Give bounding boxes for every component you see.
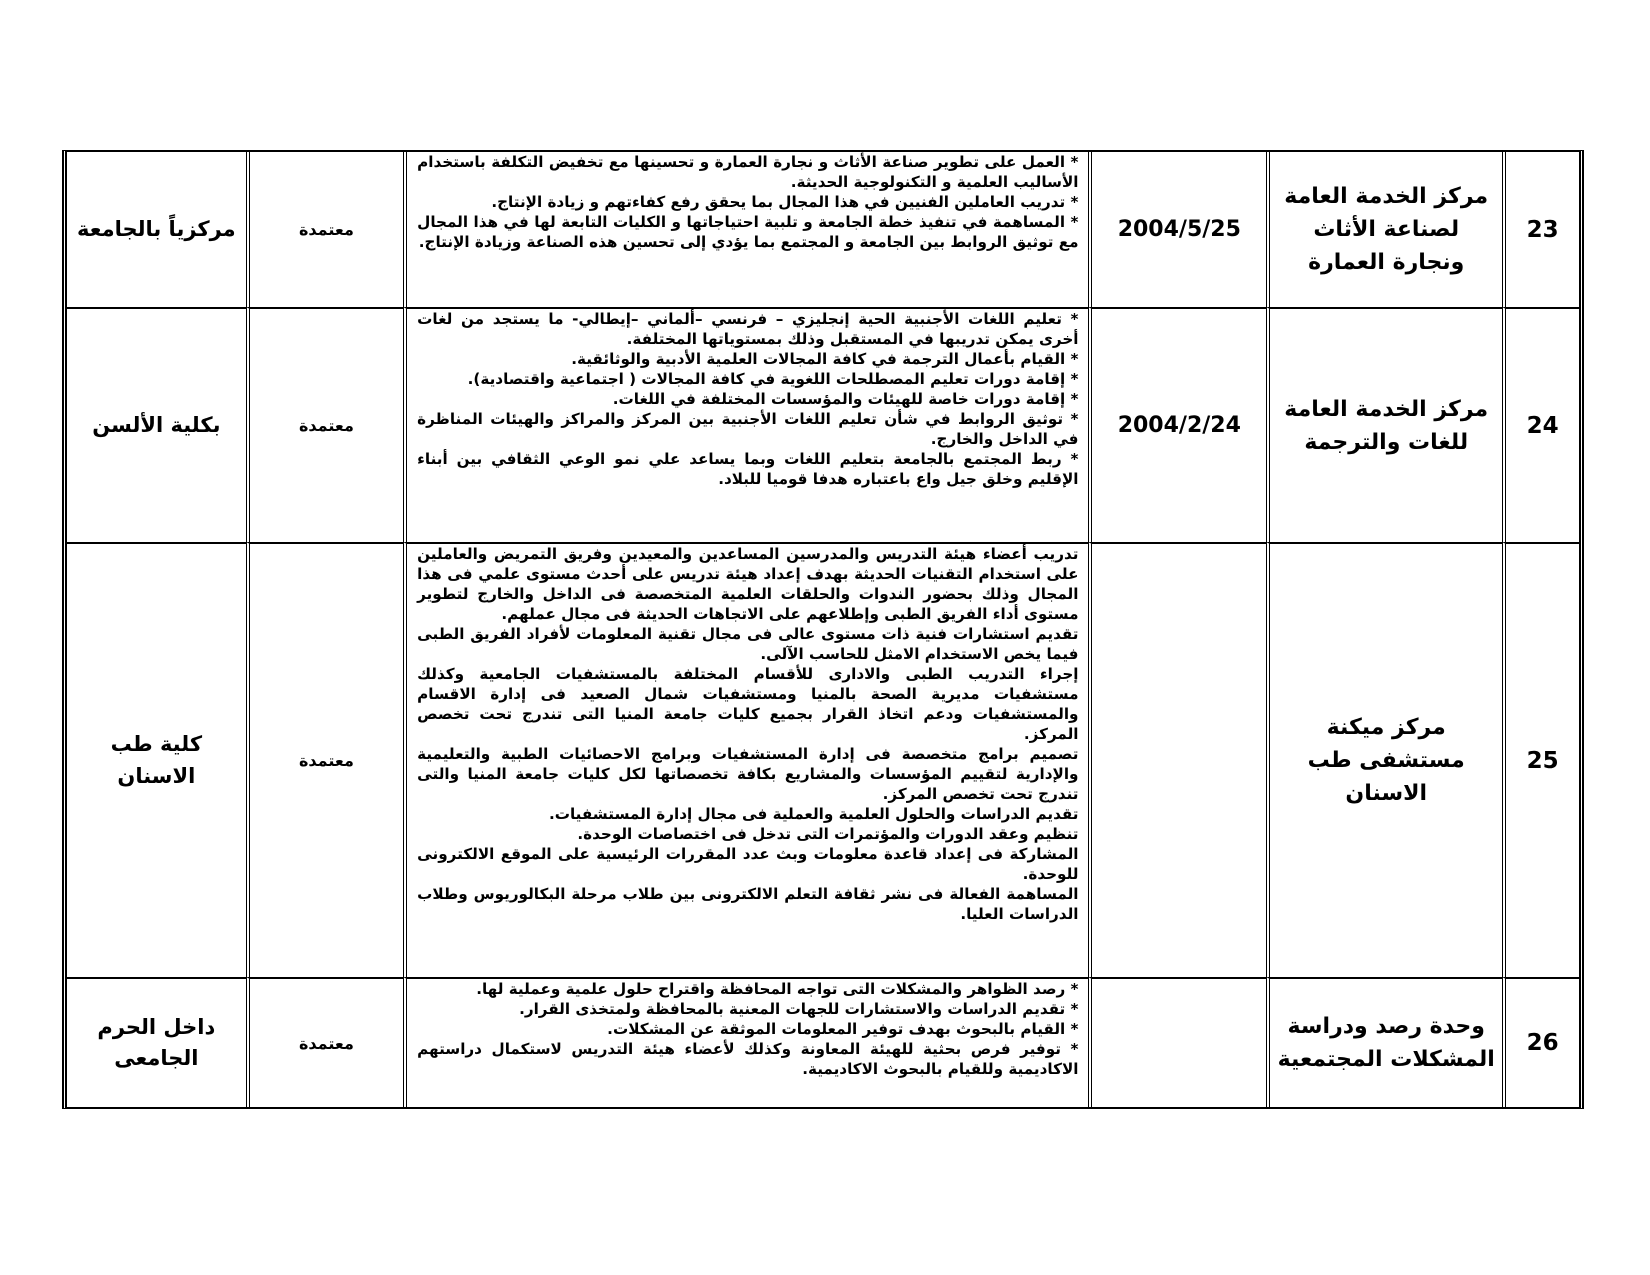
goal-item: * المساهمة في تنفيذ خطة الجامعة و تلبية احتياجاتها و الكليات التابعة لها في هذا المجال مع توثيق الروابط بين الجامعة و المجتمع بما يؤدي إلى تحسين هذه الصناعة وزيادة الإنتاج.: [417, 213, 1079, 251]
approval-status: معتمدة: [246, 977, 403, 1107]
center-name: مركز ميكنة مستشفى طب الاسنان: [1266, 542, 1502, 977]
goal-item: * تدريب العاملين الفنيين في هذا المجال بما يحقق رفع كفاءتهم و زيادة الإنتاج.: [491, 193, 1079, 211]
goal-item: المشاركة فى إعداد قاعدة معلومات وبث عدد المقررات الرئيسية على الموقع الالكترونى للوحدة.: [417, 845, 1079, 883]
goal-item: تدريب أعضاء هيئة التدريس والمدرسين المساعدين والمعيدين وفريق التمريض والعاملين على استخدام التقنيات الحديثة بهدف إعداد هيئة تدريس على أحدث مستوى علمي فى هذا المجال وذلك بحضور الندوات والحلقات العلمية المتخصصة فى الداخل والخارج لتطوير مستوى أداء الفريق الطبى وإطلاعهم على الاتجاهات الحديثة فى مجال عملهم.: [417, 545, 1079, 623]
goal-item: * العمل على تطوير صناعة الأثاث و نجارة العمارة و تحسينها مع تخفيض التكلفة باستخدام الأساليب العلمية و التكنولوجية الحديثة.: [417, 153, 1079, 191]
table-row: [67, 307, 1579, 542]
row-number: 24: [1502, 307, 1579, 542]
goal-item: تقديم الدراسات والحلول العلمية والعملية فى مجال إدارة المستشفيات.: [548, 805, 1079, 823]
goal-item: تقديم استشارات فنية ذات مستوى عالى فى مجال تقنية المعلومات لأفراد الفريق الطبى فيما يخص الاستخدام الامثل للحاسب الآلى.: [417, 625, 1079, 663]
goal-item: إجراء التدريب الطبى والادارى للأقسام المختلفة بالمستشفيات الجامعية وكذلك مستشفيات مديرية الصحة بالمنيا ومستشفيات شمال الصعيد فى إدارة الاقسام والمستشفيات ودعم اتخاذ القرار بجميع كليات جامعة المنيا التى تندرج تحت تخصص المركز.: [417, 665, 1079, 743]
center-location: مركزياً بالجامعة: [76, 216, 236, 241]
approval-date: 2004/2/24: [1088, 307, 1266, 542]
center-name: مركز الخدمة العامة لصناعة الأثاث ونجارة العمارة: [1266, 152, 1502, 307]
center-location: بكلية الألسن: [67, 307, 246, 542]
center-goals: [403, 977, 1088, 1107]
goal-item: * توثيق الروابط في شأن تعليم اللغات الأجنبية بين المركز والمراكز والهيئات المناظرة في الداخل والخارج.: [417, 410, 1079, 448]
goal-item: * توفير فرص بحثية للهيئة المعاونة وكذلك لأعضاء هيئة التدريس لاستكمال دراستهم الاكاديمية وللقيام بالبحوث الاكاديمية.: [417, 1040, 1079, 1078]
approval-status: معتمدة: [246, 307, 403, 542]
approval-date: 2004/5/25: [1088, 152, 1266, 307]
goal-item: * رصد الظواهر والمشكلات التى تواجه المحافظة واقتراح حلول علمية وعملية لها.: [476, 980, 1079, 998]
center-goals: [403, 152, 1088, 307]
center-name: وحدة رصد ودراسة المشكلات المجتمعية: [1266, 977, 1502, 1107]
goal-item: * إقامة دورات خاصة للهيئات والمؤسسات المختلفة في اللغات.: [612, 390, 1079, 408]
goal-item: * إقامة دورات تعليم المصطلحات اللغوية في كافة المجالات ( اجتماعية واقتصادية).: [467, 370, 1079, 388]
goal-item: * تقديم الدراسات والاستشارات للجهات المعنية بالمحافظة ولمتخذى القرار.: [519, 1000, 1079, 1018]
table-row: [67, 977, 1579, 1107]
row-number: 23: [1502, 152, 1579, 307]
table-row: [67, 152, 1579, 307]
row-number: 26: [1502, 977, 1579, 1107]
goal-item: تصميم برامج متخصصة فى إدارة المستشفيات وبرامج الاحصائيات الطبية والتعليمية والإدارية لتقييم المؤسسات والمشاريع بكافة تخصصاتها لكل كليات جامعة المنيا والتى تندرج تحت تخصص المركز.: [417, 745, 1079, 803]
approval-date: [1088, 542, 1266, 977]
goal-item: * تعليم اللغات الأجنبية الحية إنجليزي – فرنسي –ألماني –إيطالي- ما يستجد من لغات أخرى يمكن تدريبها في المستقبل وذلك بمستوياتها المختلفة.: [417, 310, 1079, 348]
centers-table: [62, 150, 1584, 1109]
center-goals: [403, 307, 1088, 542]
center-name: مركز الخدمة العامة للغات والترجمة: [1266, 307, 1502, 542]
goal-item: * القيام بالبحوث بهدف توفير المعلومات الموثقة عن المشكلات.: [607, 1020, 1079, 1038]
approval-status: معتمدة: [246, 152, 403, 307]
row-number: 25: [1502, 542, 1579, 977]
goal-item: * ربط المجتمع بالجامعة بتعليم اللغات وبما يساعد علي نمو الوعي الثقافي بين أبناء الإقليم وخلق جيل واع باعتباره هدفا قوميا للبلاد.: [417, 450, 1079, 488]
table-row: [67, 542, 1579, 977]
goal-item: تنظيم وعقد الدورات والمؤتمرات التى تدخل فى اختصاصات الوحدة.: [577, 825, 1079, 843]
goal-item: المساهمة الفعالة فى نشر ثقافة التعلم الالكترونى بين طلاب مرحلة البكالوريوس وطلاب الدراسات العليا.: [417, 885, 1079, 923]
center-location: كلية طب الاسنان: [67, 542, 246, 977]
approval-status: معتمدة: [246, 542, 403, 977]
center-location: داخل الحرم الجامعى: [67, 977, 246, 1107]
goal-item: * القيام بأعمال الترجمة في كافة المجالات العلمية الأدبية والوثائقية.: [571, 350, 1079, 368]
center-goals: [403, 542, 1088, 977]
approval-date: [1088, 977, 1266, 1107]
